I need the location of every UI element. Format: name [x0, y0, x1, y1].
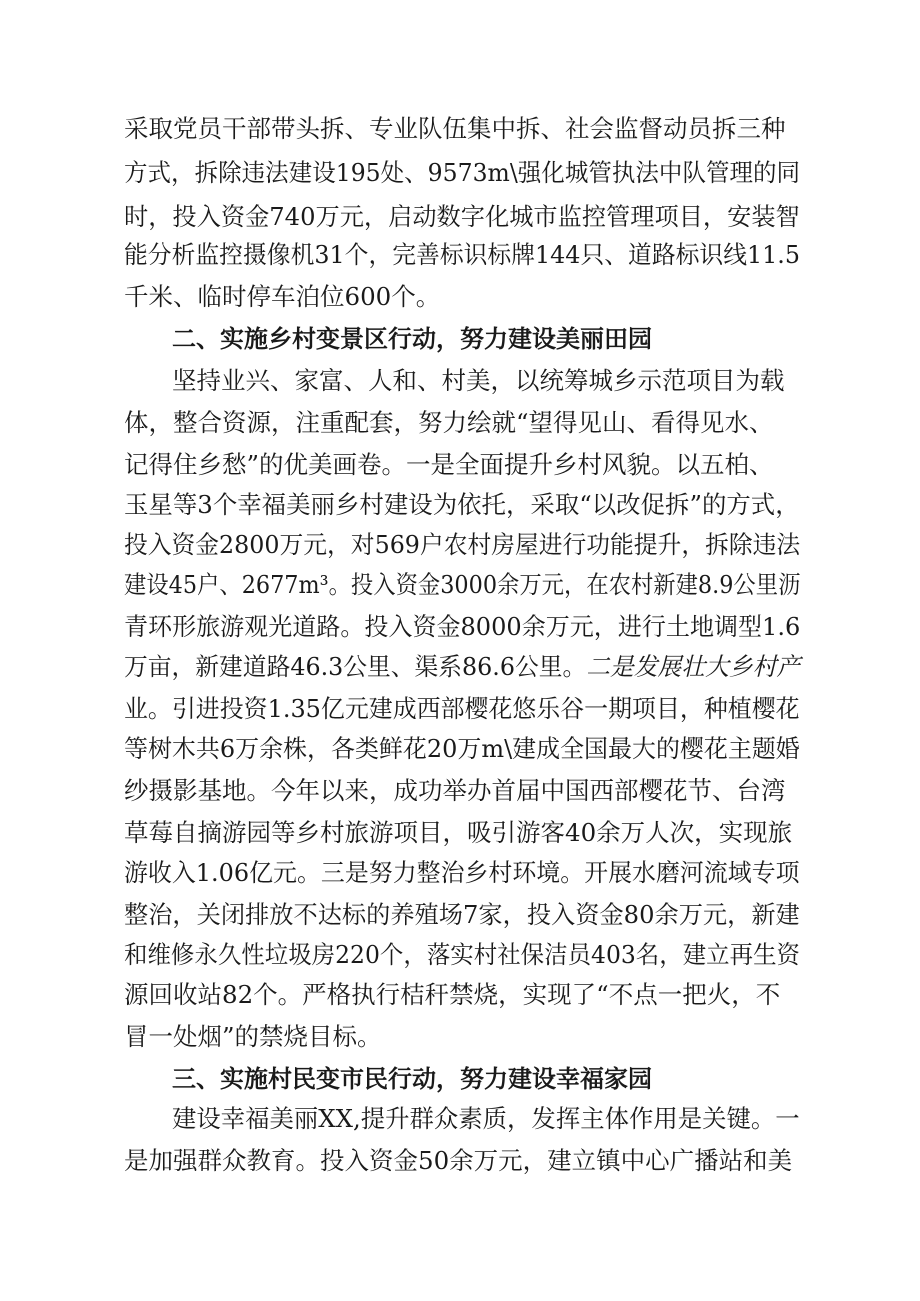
paragraph-line [124, 652, 800, 682]
paragraph-text-italic: 二是发展壮大乡村产 [586, 652, 801, 681]
paragraph-line: 时，投入资金740万元，启动数字化城市监控管理项目，安装智 [124, 202, 800, 231]
paragraph-line: 玉星等3个幸福美丽乡村建设为依托，采取“以改促拆”的方式， [124, 490, 800, 519]
paragraph-line: 草莓自摘游园等乡村旅游项目，吸引游客40余万人次，实现旅 [124, 818, 793, 847]
paragraph-line: 和维修永久性垃圾房220个，落实村社保洁员403名，建立再生资 [124, 940, 801, 969]
paragraph-line: 体，整合资源，注重配套，努力绘就“望得见山、看得见水、 [124, 408, 774, 437]
paragraph-line: 投入资金2800万元，对569户农村房屋进行功能提升，拆除违法 [124, 530, 801, 559]
paragraph-line: 源回收站82个。严格执行桔秆禁烧，实现了“不点一把火，不 [124, 980, 781, 1009]
paragraph-line: 整治，关闭排放不达标的养殖场7家，投入资金80余万元，新建 [124, 900, 800, 929]
paragraph-line: 等树木共6万余株，各类鲜花20万m\建成全国最大的樱花主题婚 [124, 734, 800, 763]
paragraph-line: 建设45户、2677m³。投入资金3000余万元，在农村新建8.9公里沥 [124, 570, 801, 599]
paragraph-line: 冒一处烟”的禁烧目标。 [124, 1022, 382, 1051]
paragraph-line: 千米、临时停车泊位600个。 [124, 282, 441, 311]
paragraph-line: 方式，拆除违法建设195处、9573m\强化城管执法中队管理的同 [124, 158, 801, 187]
paragraph-line: 游收入1.06亿元。三是努力整治乡村环境。开展水磨河流域专项 [124, 858, 800, 887]
paragraph-text: 万亩，新建道路46.3公里、渠系86.6公里。 [124, 652, 587, 681]
paragraph-line: 能分析监控摄像机31个，完善标识标牌144只、道路标识线11.5 [124, 240, 801, 269]
paragraph-line: 坚持业兴、家富、人和、村美，以统筹城乡示范项目为载 [172, 366, 785, 395]
section-heading: 二、实施乡村变景区行动，努力建设美丽田园 [172, 325, 652, 353]
section-heading: 三、实施村民变市民行动，努力建设幸福家园 [172, 1065, 652, 1093]
paragraph-line: 纱摄影基地。今年以来，成功举办首届中国西部樱花节、台湾 [124, 776, 786, 805]
paragraph-line: 建设幸福美丽XX,提升群众素质，发挥主体作用是关键。一 [172, 1104, 800, 1133]
paragraph-line: 是加强群众教育。投入资金50余万元，建立镇中心广播站和美 [124, 1146, 793, 1175]
paragraph-line: 采取党员干部带头拆、专业队伍集中拆、社会监督动员拆三种 [124, 114, 786, 143]
paragraph-line: 记得住乡愁”的优美画卷。一是全面提升乡村风貌。以五柏、 [124, 450, 774, 479]
paragraph-line: 业。引进投资1.35亿元建成西部樱花悠乐谷一期项目，种植樱花 [124, 694, 800, 723]
paragraph-line: 青环形旅游观光道路。投入资金8000余万元，进行土地调型1.6 [124, 612, 801, 641]
